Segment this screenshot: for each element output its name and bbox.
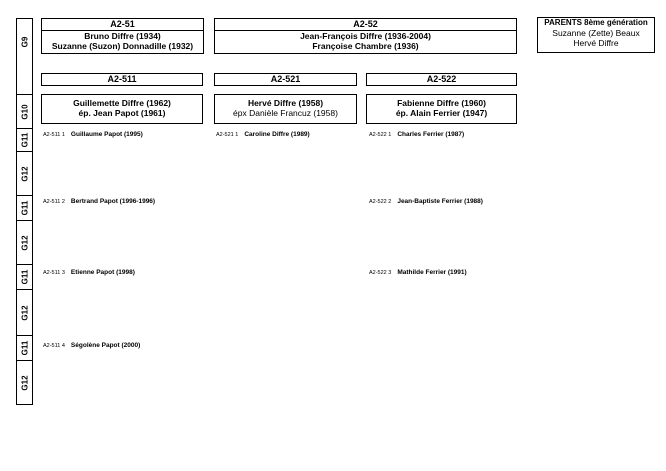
gen-label-g12: G12 (20, 165, 29, 182)
gen-cell-g10 (17, 94, 32, 128)
couple-line1: Guillemette Diffre (1962) (73, 98, 171, 108)
gen-label-g11: G11 (20, 269, 29, 285)
family-box-a2-51 (41, 18, 204, 54)
gen-cell-g12 (17, 289, 32, 335)
gen-label-g11: G11 (20, 132, 29, 148)
couple-line1: Fabienne Diffre (1960) (397, 98, 486, 108)
branch-label-a2-522: A2-522 (366, 73, 517, 86)
branch-label-a2-521: A2-521 (214, 73, 357, 86)
generation-sidebar (16, 18, 33, 405)
child-name: Charles Ferrier (1987) (397, 131, 465, 138)
child-entry (216, 131, 310, 138)
gen-cell-g11 (17, 195, 32, 220)
gen-cell-g11 (17, 264, 32, 289)
family-line1: Jean-François Diffre (1936-2004) (300, 31, 431, 41)
child-entry (369, 131, 464, 138)
family-code: A2-51 (42, 19, 203, 31)
gen-cell-g9 (17, 18, 32, 64)
couple-box-a2-522 (366, 94, 517, 124)
gen-label-g12: G12 (20, 374, 29, 391)
couple-line2: ép. Alain Ferrier (1947) (395, 108, 488, 118)
child-entry (43, 342, 140, 349)
child-code: A2-522 3 (369, 270, 392, 276)
parents-title: PARENTS 8ème génération (544, 18, 648, 27)
family-code: A2-52 (215, 19, 516, 31)
couple-line1: Hervé Diffre (1958) (247, 98, 324, 108)
child-name: Guillaume Papot (1995) (70, 131, 143, 138)
child-name: Caroline Diffre (1989) (244, 131, 310, 138)
child-code: A2-511 1 (43, 132, 65, 138)
gen-cell-g12 (17, 151, 32, 195)
child-name: Etienne Papot (1998) (70, 269, 135, 276)
parents-line2: Hervé Diffre (573, 38, 619, 48)
gen-label-g11: G11 (20, 340, 29, 356)
child-code: A2-511 2 (43, 199, 65, 205)
gen-label-g10: G10 (20, 103, 29, 120)
child-entry (369, 269, 467, 276)
parents-box (537, 17, 655, 53)
gen-cell-g11 (17, 335, 32, 360)
couple-line2: ép. Jean Papot (1961) (78, 108, 166, 118)
gen-cell-g12 (17, 360, 32, 405)
child-name: Mathilde Ferrier (1991) (397, 269, 467, 276)
gen-label-g9: G9 (20, 36, 29, 47)
family-line2: Françoise Chambre (1936) (312, 41, 419, 51)
gen-cell-g12 (17, 220, 32, 264)
child-name: Jean-Baptiste Ferrier (1988) (397, 198, 483, 205)
child-entry (43, 269, 135, 276)
couple-box-a2-511 (41, 94, 203, 124)
child-entry (43, 131, 143, 138)
gen-label-g12: G12 (20, 234, 29, 251)
branch-label-a2-511: A2-511 (41, 73, 203, 86)
couple-line2: épx Danièle Francuz (1958) (233, 108, 338, 118)
gen-label-g12: G12 (20, 304, 29, 321)
family-box-a2-52 (214, 18, 517, 54)
child-entry (369, 198, 483, 205)
child-code: A2-522 2 (369, 199, 392, 205)
gen-label-g11: G11 (20, 200, 29, 216)
gen-cell-g11 (17, 128, 32, 151)
child-code: A2-511 4 (43, 343, 65, 349)
child-code: A2-511 3 (43, 270, 65, 276)
family-line2: Suzanne (Suzon) Donnadille (1932) (51, 41, 194, 51)
family-line1: Bruno Diffre (1934) (84, 31, 161, 41)
child-code: A2-521 1 (216, 132, 239, 138)
child-code: A2-522 1 (369, 132, 392, 138)
child-name: Ségolène Papot (2000) (70, 342, 141, 349)
couple-box-a2-521 (214, 94, 357, 124)
child-entry (43, 198, 155, 205)
parents-line1: Suzanne (Zette) Beaux (552, 28, 640, 38)
child-name: Bertrand Papot (1996-1996) (70, 198, 156, 205)
